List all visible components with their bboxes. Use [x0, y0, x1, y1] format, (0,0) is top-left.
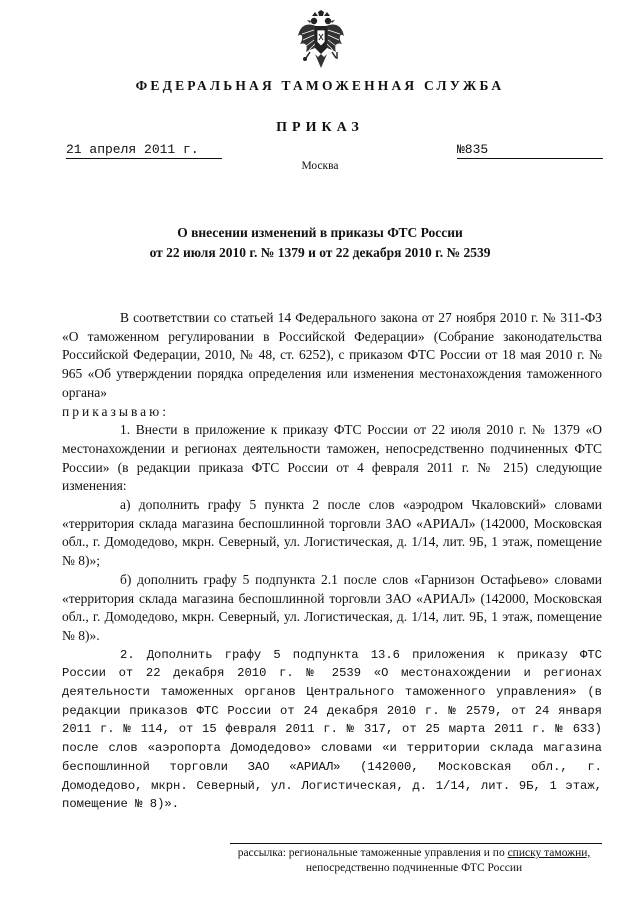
title-line-1: О внесении изменений в приказы ФТС России	[177, 225, 463, 240]
title-line-2: от 22 июля 2010 г. № 1379 и от 22 декабря 2010 г. № 2539	[149, 245, 491, 260]
issue-city: Москва	[301, 160, 339, 172]
footer-divider	[230, 843, 602, 844]
agency-name: ФЕДЕРАЛЬНАЯ ТАМОЖЕННАЯ СЛУЖБА	[135, 78, 505, 93]
preamble-paragraph: В соответствии со статьей 14 Федерального закона от 27 ноября 2010 г. № 311-ФЗ «О таможенном регулировании в Российской Федерации» (Собрание законодательства Российской Федерации, 2010, № 48, ст. 6252), с приказом ФТС России от 18 мая 2010 г. № 965 «Об утверждении порядка определения или изменения местонахождения таможенного органа»	[62, 310, 602, 400]
distribution-text: рассылка: региональные таможенные управления и по	[237, 847, 508, 859]
order-number: №835	[457, 142, 603, 159]
item-1b-paragraph: б) дополнить графу 5 подпункта 2.1 после слов «Гарнизон Остафьево» словами «территория склада магазина беспошлинной торговли ЗАО «АРИАЛ» (142000, Московская обл., г. Домодедово, мкрн. Северный, ул. Логистическая, д. 1/14, лит. 9Б, 1 этаж, помещение № 8)».	[62, 571, 602, 643]
distribution-list-link: списку таможни,	[507, 847, 591, 859]
order-word	[62, 403, 602, 422]
item-1-paragraph: 1. Внести в приложение к приказу ФТС России от 22 июля 2010 г. № 1379 «О местонахождении и регионах деятельности таможен, непосредственно подчиненных ФТС России» (в редакции приказа ФТС России от 4 февраля 2011 г. № 215) следующие изменения:	[62, 422, 602, 494]
item-1a-paragraph: а) дополнить графу 5 пункта 2 после слов «аэродром Чкаловский» словами «территория склада магазина беспошлинной торговли ЗАО «АРИАЛ» (142000, Московская обл., г. Домодедово, мкрн. Северный, ул. Логистическая, д. 1/14, лит. 9Б, 1 этаж, помещение № 8)»;	[62, 497, 602, 569]
order-date: 21 апреля 2011 г.	[66, 142, 222, 159]
document-title	[40, 223, 600, 263]
distribution-line-1	[218, 846, 610, 861]
distribution-line-2: непосредственно подчиненные ФТС России	[305, 862, 523, 874]
document-body	[62, 309, 602, 814]
distribution-note	[218, 846, 610, 876]
document-type: ПРИКАЗ	[276, 120, 364, 135]
order-word-text: приказываю:	[62, 403, 169, 419]
double-headed-eagle-emblem-icon	[296, 10, 346, 72]
item-2-paragraph: 2. Дополнить графу 5 подпункта 13.6 приложения к приказу ФТС России от 22 декабря 2010 г. № 2539 «О местонахождении и регионах деятельности таможенных органов Центрального таможенного управления» (в редакции приказов ФТС России от 24 декабря 2010 г. № 2579, от 24 января 2011 г. № 114, от 15 февраля 2011 г. № 317, от 25 марта 2011 г. № 633) после слов «аэропорта Домодедово» словами «и территории склада магазина беспошлинной торговли ЗАО «АРИАЛ» (142000, Московская обл., г. Домодедово, мкрн. Северный, ул. Логистическая, д. 1/14, лит. 9Б, 1 этаж, помещение № 8)».	[62, 647, 602, 812]
